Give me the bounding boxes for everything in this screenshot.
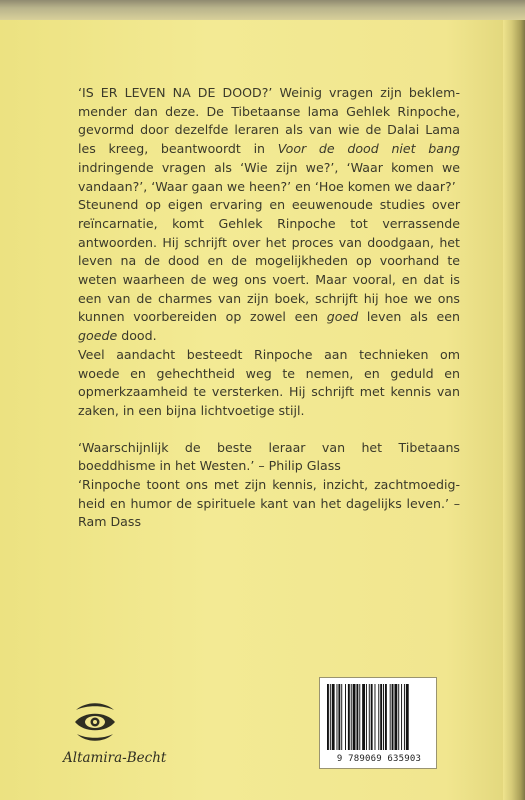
barcode bbox=[319, 677, 437, 769]
barcode-bars bbox=[326, 684, 432, 752]
eye-bird-logo-icon bbox=[74, 701, 116, 745]
text-run: Veel aandacht besteedt Rinpoche aan technieken om woede en gehechtheid weg te nemen, en geduld en opmerkzaamheid te versterken. Hij schrijft met kennis van zaken, in een bijna lichtvoetige stijl. bbox=[78, 346, 460, 418]
top-edge bbox=[0, 0, 525, 20]
blurb-paragraph-1 bbox=[78, 84, 460, 196]
text-run: indringende vragen als ‘Wie zijn we?’, ‘Waar komen we vandaan?’, ‘Waar gaan we heen?’ en ‘Hoe komen we daar?’ bbox=[78, 159, 460, 194]
publisher-name: Altamira-Becht bbox=[63, 750, 167, 766]
text-run: Steunend op eigen ervaring en eeuwenoude studies over reïncarnatie, komt Gehlek Rinpoche tot verrassende antwoorden. Hij schrijft over het proces van doodgaan, het leven na de dood en de mogelijkheden op voorhand te weten waarheen de weg ons voert. Maar vooral, en dat is een van de charmes van zijn boek, schrijft hij hoe we ons kunnen voorbereiden op zowel een bbox=[78, 197, 460, 325]
blurb-paragraph-2 bbox=[78, 196, 460, 346]
isbn-number: 9 789069 635903 bbox=[336, 754, 422, 764]
blurb-paragraph-3 bbox=[78, 346, 460, 421]
text-run: ‘Waarschijnlijk de beste leraar van het Tibetaans boeddhisme in het Westen.’ – Philip Glass bbox=[78, 439, 460, 474]
text-run: leven als een bbox=[358, 309, 460, 325]
text-run: goed bbox=[326, 309, 359, 325]
quote-philip-glass bbox=[78, 439, 460, 476]
blurb-text bbox=[78, 84, 460, 532]
text-run: ‘IS ER LEVEN NA DE DOOD?’ Weinig vragen zijn beklemmender dan deze. De Tibetaanse lama Gehlek Rinpoche, gevormd door dezelfde leraren als van wie de Dalai Lama les kreeg, beantwoordt in bbox=[78, 85, 460, 157]
text-run: dood. bbox=[117, 328, 157, 344]
text-run: goede bbox=[78, 328, 118, 344]
text-run: Voor de dood niet bang bbox=[277, 141, 460, 157]
text-run: ‘Rinpoche toont ons met zijn kennis, inzicht, zachtmoedigheid en humor de spirituele kant van het dagelijks leven.’ – Ram Dass bbox=[78, 477, 460, 530]
quote-ram-dass bbox=[78, 476, 460, 532]
spine-edge bbox=[503, 20, 525, 800]
